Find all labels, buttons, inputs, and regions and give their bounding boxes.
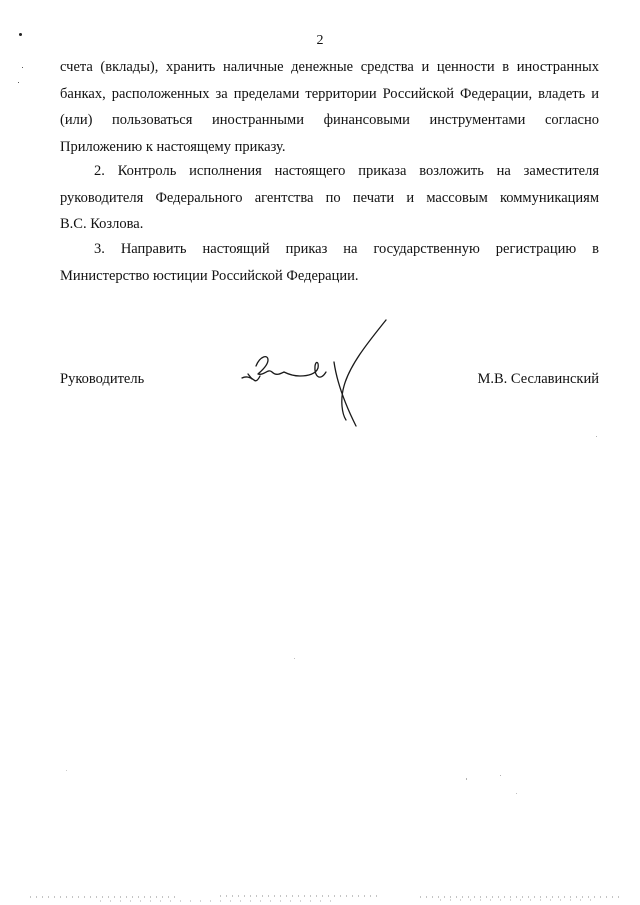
page-number: 2 <box>316 33 324 48</box>
signatory-name: М.В. Сеславинский <box>477 371 599 387</box>
text-line: В.С. Козлова. <box>60 216 144 232</box>
text-line: 3. Направить настоящий приказ на государственную регистрацию в <box>94 241 599 257</box>
text-line: руководителя Федерального агентства по печати и массовым коммуникациям <box>60 189 599 206</box>
text-line: Приложению к настоящему приказу. <box>60 138 286 155</box>
signature-block <box>60 366 599 392</box>
text-line: (или) пользоваться иностранными финансовыми инструментами согласно <box>60 112 599 128</box>
paragraph-registration <box>60 236 599 289</box>
scan-speck <box>294 658 295 659</box>
text-line: банках, расположенных за пределами территории Российской Федерации, владеть и <box>60 85 599 102</box>
text-line: 2. Контроль исполнения настоящего приказа возложить на заместителя <box>94 163 599 179</box>
scan-speck <box>500 775 501 776</box>
signatory-title: Руководитель <box>60 371 145 387</box>
paragraph-continuation <box>60 54 599 160</box>
scan-speck <box>596 436 597 437</box>
text-line: Министерство юстиции Российской Федерации. <box>60 267 359 284</box>
scan-speck <box>66 770 67 771</box>
scan-speck <box>466 778 467 780</box>
scan-speck <box>22 67 23 68</box>
scan-speck <box>516 793 517 794</box>
scan-edge-noise <box>0 885 640 905</box>
text-line: счета (вклады), хранить наличные денежные средства и ценности в иностранных <box>60 59 599 75</box>
scan-speck <box>18 82 19 83</box>
paragraph-control <box>60 158 599 238</box>
